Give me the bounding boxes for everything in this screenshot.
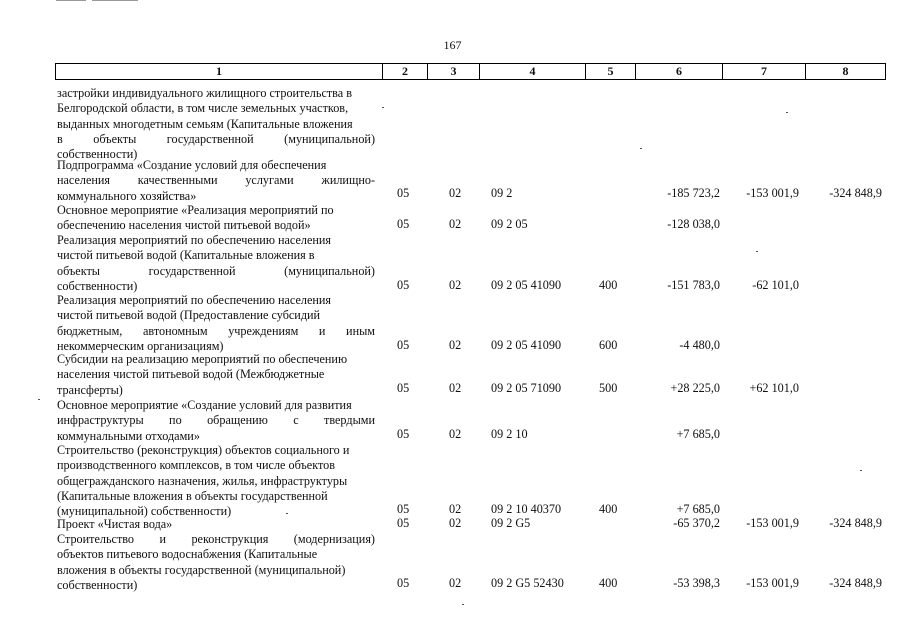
header-col-3: 3 [428,64,480,79]
cell-amount-6: -128 038,0 [667,217,720,231]
cell-section: 05 [397,338,410,352]
cell-section: 05 [397,186,410,200]
description-line: Основное мероприятие «Реализация мероприятий по [57,203,334,217]
description-line: населения качественными услугами жилищно- [57,173,375,188]
table-row-description [57,517,375,532]
table-row-description [57,86,375,162]
description-line: Строительство и реконструкция (модернизация) [57,532,375,546]
cell-target-article: 09 2 05 71090 [491,381,562,395]
cell-section: 05 [397,381,410,395]
description-line: трансферты) [57,382,123,397]
cell-amount-7: -62 101,0 [752,278,799,292]
description-line: Реализация мероприятий по обеспечению населения [57,293,332,307]
cell-subsection: 02 [449,516,462,530]
table-row-description [57,532,375,593]
cell-amount-6: -65 370,2 [673,516,720,530]
description-line: коммунальными отходами» [57,428,200,443]
cell-section: 05 [397,427,410,441]
scan-artifact [92,0,138,1]
cell-subsection: 02 [449,427,462,441]
scan-speck [286,513,288,514]
description-line: собственности) [57,278,138,293]
cell-amount-6: +7 685,0 [676,427,720,441]
header-col-4: 4 [480,64,586,79]
scan-speck [786,112,788,113]
cell-subsection: 02 [449,278,462,292]
cell-target-article: 09 2 [491,186,513,200]
cell-section: 05 [397,217,410,231]
cell-expense-type: 400 [599,576,618,590]
cell-amount-6: -4 480,0 [679,338,720,352]
description-line: инфраструктуры по обращению с твердыми [57,413,375,428]
scan-speck [640,148,642,149]
cell-subsection: 02 [449,217,462,231]
cell-amount-7: -153 001,9 [746,186,799,200]
cell-amount-8: -324 848,9 [829,576,882,590]
description-line: чистой питьевой водой (Капитальные вложения в [57,248,315,263]
description-line: (муниципальной) собственности) [57,504,232,519]
description-line: собственности) [57,577,138,592]
description-line: Подпрограмма «Создание условий для обеспечения [57,158,327,172]
cell-expense-type: 500 [599,381,618,395]
cell-expense-type: 600 [599,338,618,352]
cell-target-article: 09 2 05 [491,217,528,231]
description-line: объекты государственной (муниципальной) [57,263,375,278]
table-header [55,63,886,80]
cell-amount-6: +28 225,0 [670,381,720,395]
header-col-6: 6 [636,64,723,79]
header-col-7: 7 [723,64,806,79]
header-col-2: 2 [383,64,428,79]
cell-amount-6: +7 685,0 [676,502,720,516]
scan-speck [756,251,758,252]
description-line: бюджетным, автономным учреждениям и иным [57,323,375,338]
cell-subsection: 02 [449,338,462,352]
cell-section: 05 [397,576,410,590]
description-line: Строительство (реконструкция) объектов социального и [57,443,350,457]
description-line: производственного комплексов, в том числе объектов [57,458,335,473]
cell-subsection: 02 [449,381,462,395]
cell-target-article: 09 2 05 41090 [491,338,562,352]
header-col-8: 8 [842,64,849,78]
description-line: (Капитальные вложения в объекты государственной [57,488,328,503]
description-line: Субсидии на реализацию мероприятий по обеспечению [57,352,348,366]
description-line: общегражданского назначения, жилья, инфраструктуры [57,473,348,488]
cell-subsection: 02 [449,502,462,516]
cell-amount-7: +62 101,0 [749,381,799,395]
table-row-description [57,398,375,444]
header-col-1: 1 [56,64,383,79]
description-line: застройки индивидуального жилищного строительства в [57,86,352,100]
cell-section: 05 [397,278,410,292]
table-row-description [57,233,375,294]
description-line: населения чистой питьевой водой (Межбюджетные [57,367,325,382]
header-col-5: 5 [586,64,636,79]
table-row-description [57,203,375,234]
description-line: Проект «Чистая вода» [57,517,173,531]
cell-target-article: 09 2 10 [491,427,528,441]
cell-target-article: 09 2 G5 52430 [491,576,564,590]
description-line: в объекты государственной (муниципальной) [57,131,375,146]
cell-amount-6: -185 723,2 [667,186,720,200]
table-row-description [57,158,375,204]
description-line: Реализация мероприятий по обеспечению населения [57,233,332,247]
table-row-description [57,352,375,398]
page-number: 167 [443,38,462,52]
scan-artifact [56,0,86,1]
description-line: некоммерческим организациям) [57,338,224,353]
description-line: чистой питьевой водой (Предоставление субсидий [57,308,321,323]
description-line: коммунального хозяйства» [57,188,197,203]
cell-amount-6: -151 783,0 [667,278,720,292]
description-line: Белгородской области, в том числе земельных участков, [57,101,349,116]
description-line: Основное мероприятие «Создание условий для развития [57,398,352,412]
cell-amount-8: -324 848,9 [829,516,882,530]
description-line: выданных многодетным семьям (Капитальные вложения [57,116,353,131]
cell-expense-type: 400 [599,502,618,516]
cell-section: 05 [397,516,410,530]
scan-speck [462,604,464,605]
scan-speck [382,107,384,108]
scan-speck [860,470,862,471]
cell-subsection: 02 [449,186,462,200]
cell-target-article: 09 2 G5 [491,516,531,530]
cell-subsection: 02 [449,576,462,590]
cell-section: 05 [397,502,410,516]
cell-expense-type: 400 [599,278,618,292]
description-line: обеспечению населения чистой питьевой водой» [57,218,311,233]
cell-target-article: 09 2 05 41090 [491,278,562,292]
description-line: собственности) [57,147,138,162]
cell-amount-8: -324 848,9 [829,186,882,200]
scan-speck [38,399,40,400]
table-row-description [57,293,375,354]
cell-amount-7: -153 001,9 [746,516,799,530]
cell-amount-6: -53 398,3 [673,576,720,590]
cell-amount-7: -153 001,9 [746,576,799,590]
table-row-description [57,443,375,519]
description-line: вложения в объекты государственной (муниципальной) [57,562,346,577]
cell-target-article: 09 2 10 40370 [491,502,562,516]
description-line: объектов питьевого водоснабжения (Капитальные [57,547,318,562]
